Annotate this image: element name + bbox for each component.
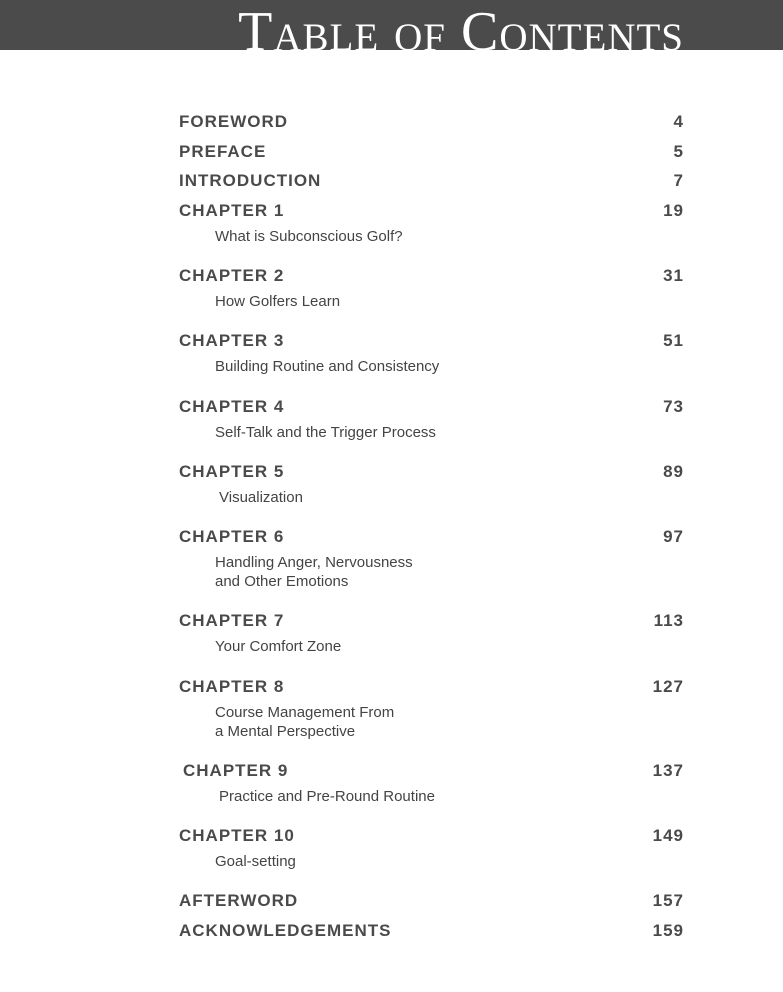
toc-entry-label: CHAPTER 1 [179, 201, 285, 220]
toc-entry-subtitle [215, 852, 296, 871]
toc-entry-subtitle-line: What is Subconscious Golf? [215, 228, 403, 245]
toc-entry-label: ACKNOWLEDGEMENTS [179, 921, 392, 940]
toc-entry-subtitle [219, 488, 303, 507]
toc-entry-subtitle-line: and Other Emotions [215, 573, 349, 590]
toc-entry-page-number: 137 [652, 761, 684, 780]
toc-entry-subtitle [215, 357, 439, 376]
toc-entry-label: CHAPTER 10 [179, 826, 295, 845]
toc-entry-subtitle-line: Visualization [219, 489, 303, 506]
toc-entry-label: CHAPTER 3 [179, 331, 285, 350]
toc-entry-subtitle-line: Your Comfort Zone [215, 638, 342, 655]
toc-entry-page-number: 19 [663, 201, 684, 220]
toc-entry-subtitle-line: Handling Anger, Nervousness [215, 554, 413, 571]
page-title: Table of Contents [238, 1, 684, 50]
toc-entry-subtitle-line: Goal-setting [215, 853, 296, 870]
toc-entry-subtitle [215, 423, 436, 442]
toc-entry-page-number: 4 [673, 112, 684, 131]
toc-entry-subtitle-line: Practice and Pre-Round Routine [219, 788, 435, 805]
toc-entry-label: FOREWORD [179, 112, 289, 131]
toc-entry-subtitle [219, 787, 435, 806]
toc-entry-page-number: 157 [652, 891, 684, 910]
header-bar [0, 0, 783, 50]
toc-entry-subtitle [215, 553, 413, 591]
toc-entry-page-number: 127 [652, 677, 684, 696]
toc-entry-label: CHAPTER 4 [179, 397, 285, 416]
toc-entry-subtitle-line: How Golfers Learn [215, 293, 341, 310]
toc-entry-label: INTRODUCTION [179, 171, 322, 190]
toc-entry-label: CHAPTER 6 [179, 527, 285, 546]
toc-entry-page-number: 31 [663, 266, 684, 285]
toc-entry-page-number: 97 [663, 527, 684, 546]
toc-entry-page-number: 51 [663, 331, 684, 350]
toc-entry-subtitle-line: Building Routine and Consistency [215, 358, 440, 375]
toc-entry-label: CHAPTER 9 [183, 761, 289, 780]
toc-entry-page-number: 89 [663, 462, 684, 481]
toc-entry-subtitle [215, 703, 394, 741]
toc-entry-subtitle [215, 227, 403, 246]
toc-entry-page-number: 159 [652, 921, 684, 940]
toc-entry-subtitle [215, 637, 341, 656]
toc-entry-page-number: 73 [663, 397, 684, 416]
toc-entry-label: AFTERWORD [179, 891, 299, 910]
toc-entry-page-number: 5 [673, 142, 684, 161]
toc-entry-page-number: 113 [653, 611, 684, 630]
toc-entry-label: CHAPTER 5 [179, 462, 285, 481]
toc-entry-subtitle-line: Course Management From [215, 704, 395, 721]
toc-entry-label: CHAPTER 7 [179, 611, 285, 630]
toc-entry-page-number: 149 [652, 826, 684, 845]
toc-entry-label: CHAPTER 2 [179, 266, 285, 285]
toc-entry-label: PREFACE [179, 142, 267, 161]
toc-entry-label: CHAPTER 8 [179, 677, 285, 696]
toc-entry-subtitle [215, 292, 340, 311]
toc-entry-subtitle-line: a Mental Perspective [215, 723, 356, 740]
toc-entry-subtitle-line: Self-Talk and the Trigger Process [215, 424, 436, 441]
toc-entry-page-number: 7 [673, 171, 684, 190]
